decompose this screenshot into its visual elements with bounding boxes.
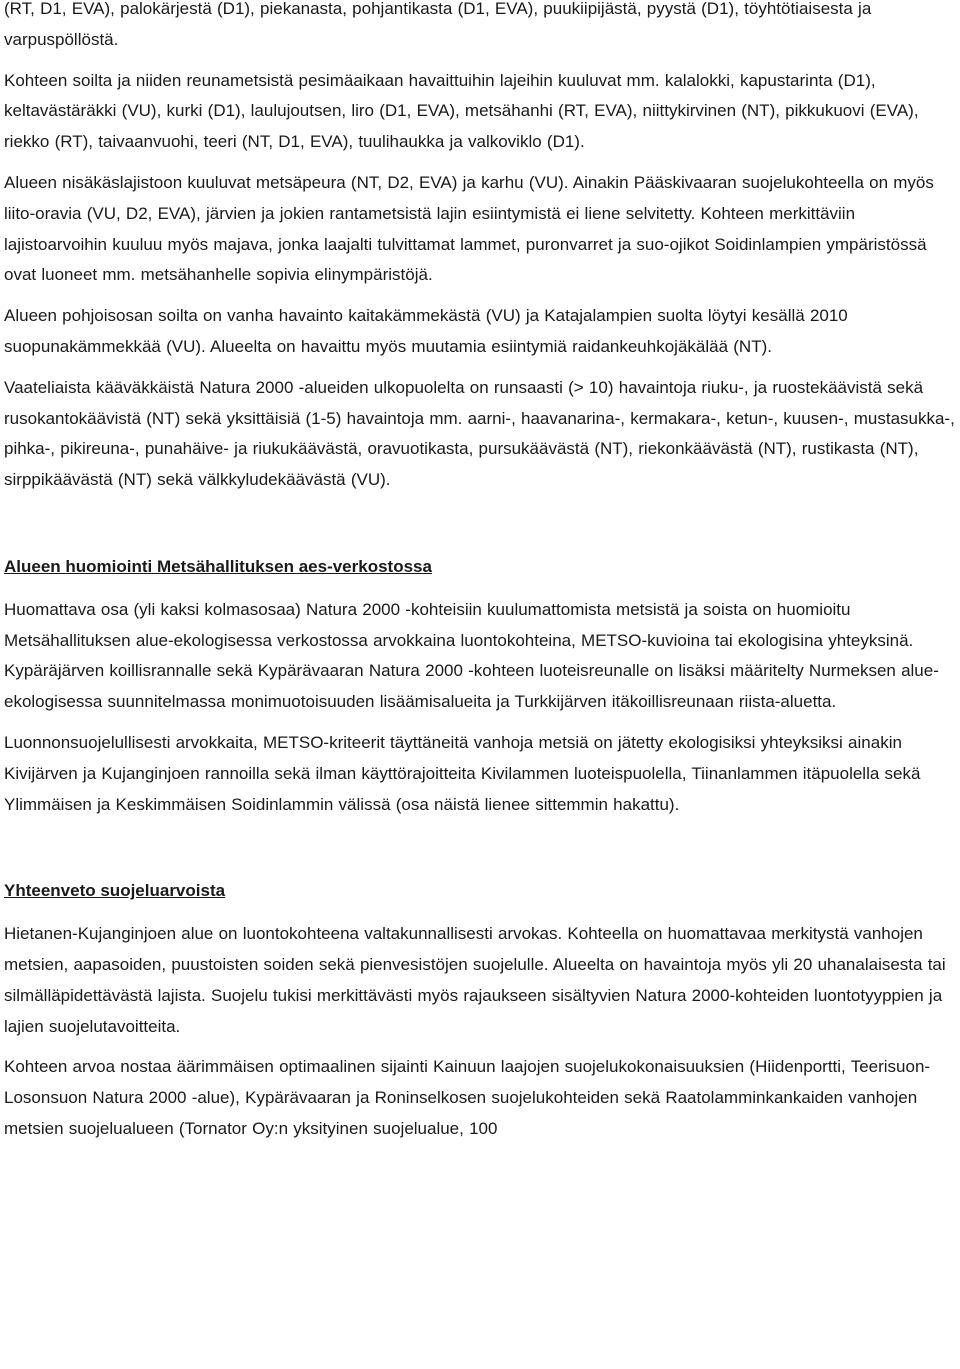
paragraph-summary-value: Hietanen-Kujanginjoen alue on luontokohteena valtakunnallisesti arvokas. Kohteella on huomattavaa merkitystä vanhojen metsien, aapasoiden, puustoisten soiden sekä pienvesistöjen suojelulle. Alueelta on havaintoja myös yli 20 uhanalaisesta tai silmälläpidettävästä lajista. Suojelu tukisi merkittävästi myös rajaukseen sisältyvien Natura 2000-kohteiden luontotyyppien ja lajien suojelutavoitteita.	[4, 924, 946, 1036]
paragraph-orchids-lichens: Alueen pohjoisosan soilta on vanha havainto kaitakämmekästä (VU) ja Katajalampien suolta löytyi kesällä 2010 suopunakämmekkää (VU). Alueelta on havaittu myös muutamia esiintymiä raidankeuhkojäkälää (NT).	[4, 306, 848, 356]
paragraph-birds-continued: (RT, D1, EVA), palokärjestä (D1), piekanasta, pohjantikasta (D1, EVA), puukiipijästä, pyystä (D1), töyhtötiaisesta ja varpuspöllöstä.	[4, 0, 872, 49]
section-spacer	[4, 496, 960, 552]
paragraph-polypores: Vaateliaista kääväkkäistä Natura 2000 -alueiden ulkopuolelta on runsaasti (> 10) havaintoja riuku-, ja ruostekäävistä sekä rusokantokäävistä (NT) sekä yksittäisiä (1-5) havaintoja mm. aarni-, haavanarina-, kermakara-, ketun-, kuusen-, mustasukka-, pihka-, pikireuna-, punahäive- ja riukukäävästä, oravuotikasta, pursukäävästä (NT), riekonkäävästä (NT), rustikasta (NT), sirppikäävästä (NT) sekä välkkyludekäävästä (VU).	[4, 377, 955, 490]
section-spacer	[4, 820, 960, 876]
paragraph-metso-forests: Luonnonsuojelullisesti arvokkaita, METSO-kriteerit täyttäneitä vanhoja metsiä on jätetty ekologisiksi yhteyksiksi ainakin Kivijärven ja Kujanginjoen rannoilla sekä ilman käyttörajoitteita Kivilammen luoteispuolella, Tiinanlammen itäpuolella sekä Ylimmäisen ja Keskimmäisen Soidinlammin välissä (osa näistä lienee sittemmin hakattu).	[4, 732, 921, 814]
section-heading-summary: Yhteenveto suojeluarvoista	[4, 881, 226, 901]
document-page	[4, 0, 960, 1145]
paragraph-aes-network: Huomattava osa (yli kaksi kolmasosaa) Natura 2000 -kohteisiin kuulumattomista metsistä ja soista on huomioitu Metsähallituksen alue-ekologisessa verkostossa arvokkaina luontokohteina, METSO-kuvioina tai ekologisina yhteyksinä. Kypäräjärven koillisrannalle sekä Kypärävaaran Natura 2000 -kohteen luoteisreunalle on lisäksi määritelty Nurmeksen alue-ekologisessa suunnitelmassa monimuotoisuuden lisäämisalueita ja Turkkijärven itäkoillisreunaan riista-aluetta.	[4, 599, 939, 712]
section-heading-aes-network: Alueen huomiointi Metsähallituksen aes-verkostossa	[4, 556, 432, 576]
paragraph-wetland-birds: Kohteen soilta ja niiden reunametsistä pesimäaikaan havaittuihin lajeihin kuuluvat mm. kalalokki, kapustarinta (D1), keltavästäräkki (VU), kurki (D1), laulujoutsen, liro (D1, EVA), metsähanhi (RT, EVA), niittykirvinen (NT), pikkukuovi (EVA), riekko (RT), taivaanvuohi, teeri (NT, D1, EVA), tuulihaukka ja valkoviklo (D1).	[4, 70, 919, 152]
paragraph-mammals: Alueen nisäkäslajistoon kuuluvat metsäpeura (NT, D2, EVA) ja karhu (VU). Ainakin Pääskivaaran suojelukohteella on myös liito-oravia (VU, D2, EVA), järvien ja jokien rantametsistä lajin esiintymistä ei liene selvitetty. Kohteen merkittäviin lajistoarvoihin kuuluu myös majava, jonka laajalti tulvittamat lammet, puronvarret ja suo-ojikot Soidinlampien ympäristössä ovat luoneet mm. metsähanhelle sopivia elinympäristöjä.	[4, 172, 934, 285]
paragraph-location-value: Kohteen arvoa nostaa äärimmäisen optimaalinen sijainti Kainuun laajojen suojelukokonaisuuksien (Hiidenportti, Teerisuon-Losonsuon Natura 2000 -alue), Kypärävaaran ja Roninselkosen suojelukohteiden sekä Raatolamminkankaiden vanhojen metsien suojelualueen (Tornator Oy:n yksityinen suojelualue, 100	[4, 1057, 931, 1138]
